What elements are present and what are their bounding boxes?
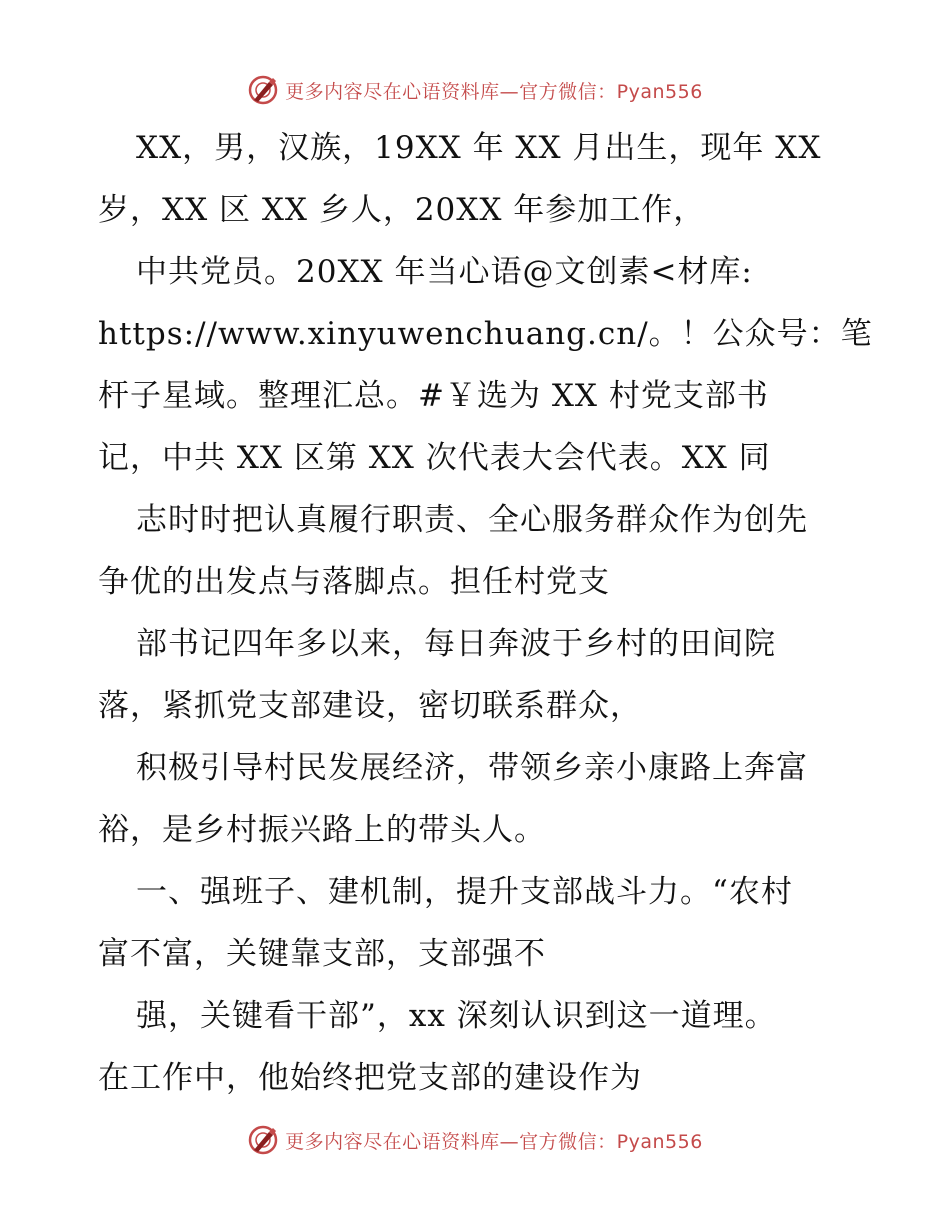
text-line: 部书记四年多以来，每日奔波于乡村的田间院 [136,626,776,662]
text-line: 富不富，关键靠支部，支部强不 [98,936,546,972]
text-line: XX，男，汉族，19XX 年 XX 月出生，现年 XX [136,130,822,166]
header-banner [0,70,950,110]
text-line: 岁，XX 区 XX 乡人，20XX 年参加工作， [98,192,706,228]
text-line: 志时时把认真履行职责、全心服务群众作为创先 [136,502,808,538]
text-line: 一、强班子、建机制，提升支部战斗力。“农村 [136,874,793,910]
text-line: 强，关键看干部”，xx 深刻认识到这一道理。 [136,998,777,1034]
text-line: 裕，是乡村振兴路上的带头人。 [98,812,546,848]
text-line: https://www.xinyuwenchuang.cn/。！公众号：笔 [98,316,873,352]
footer-banner [0,1120,950,1160]
text-line: 中共党员。20XX 年当心语@文创素<材库: [136,254,753,290]
pen-logo-icon [247,74,279,106]
text-line: 在工作中，他始终把党支部的建设作为 [98,1060,642,1096]
document-body [98,124,873,1116]
pen-logo-icon [247,1124,279,1156]
text-line: 争优的出发点与落脚点。担任村党支 [98,564,610,600]
header-banner-text: 更多内容尽在心语资料库—官方微信：Pyan556 [285,80,703,103]
text-line: 记，中共 XX 区第 XX 次代表大会代表。XX 同 [98,440,771,476]
text-line: 积极引导村民发展经济，带领乡亲小康路上奔富 [136,750,808,786]
text-line: 落，紧抓党支部建设，密切联系群众， [98,688,642,724]
text-line: 杆子星域。整理汇总。#￥选为 XX 村党支部书 [98,378,769,414]
footer-banner-text: 更多内容尽在心语资料库—官方微信：Pyan556 [285,1130,703,1153]
